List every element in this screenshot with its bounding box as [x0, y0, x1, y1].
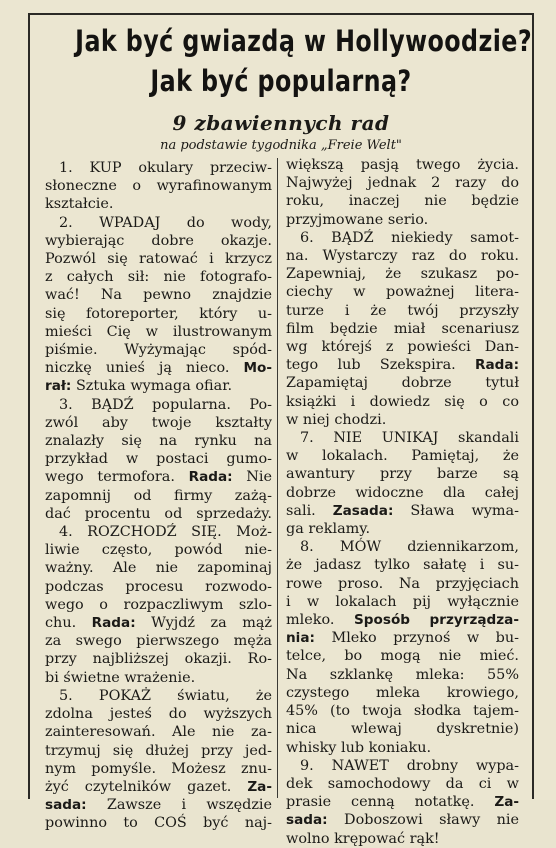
text-line: roku, inaczej nie będzie	[286, 193, 519, 210]
text-line: Najwyżej jednak 2 razy do	[286, 175, 519, 192]
headline-line-2: Jak być popularną?	[150, 64, 412, 98]
subheadline: 9 zbawiennych rad	[172, 111, 390, 135]
text-line: Zapamiętaj dobrze tytuł	[286, 375, 519, 392]
text-line: 1. KUP okulary przeciw-	[59, 160, 272, 176]
text-line: rowe proso. Na przyjęciach	[286, 575, 519, 592]
text-line: zwól aby twoje kształty	[45, 414, 272, 431]
text-line: powinno to COŚ być naj-	[45, 815, 272, 832]
text-line: whisky lub koniaku.	[286, 739, 432, 756]
text-line: na. Wystarczy raz do roku.	[286, 248, 519, 265]
text-line: ga reklamy.	[286, 521, 371, 538]
text-line: przykład w postaci gumo-	[45, 451, 272, 468]
text-line: awantury przy barze są	[286, 466, 519, 483]
text-line: zdolna jesteś do wyższych	[45, 706, 272, 723]
text-line: ważny. Ale nie zapominaj	[45, 560, 272, 577]
left-column	[45, 159, 272, 833]
text-line: 9. NAWET drobny wypa-	[300, 757, 519, 774]
text-line: dać procentu od sprzedaży.	[45, 505, 272, 522]
text-line: 3. BĄDŹ popularna. Po-	[59, 396, 272, 413]
text-line: 6. BĄDŹ niekiedy samot-	[300, 229, 519, 246]
text-line: prasie cenną notatkę. Za-	[286, 794, 520, 811]
text-line: z całych sił: nie fotografo-	[45, 269, 272, 286]
text-line: turze i że twój przyszły	[286, 302, 519, 319]
text-line: dek samochodowy da ci w	[286, 775, 519, 792]
text-line: 4. ROZCHODŹ SIĘ. Moż-	[59, 524, 272, 541]
text-line: mieści Cię w ilustrowanym	[45, 323, 272, 340]
text-line: Na szklankę mleka: 55%	[286, 666, 519, 683]
text-line: w niej chodzi.	[286, 411, 387, 428]
text-line: chu. Rada: Wyjdź za mąż	[45, 615, 273, 632]
text-line: wg którejś z powieści Dan-	[286, 339, 519, 356]
text-line: Zapewniaj, że szukasz po-	[286, 266, 519, 283]
text-line: bi świetne wrażenie.	[45, 669, 196, 686]
source-note: na podstawie tygodnika „Freie Welt"	[160, 138, 402, 153]
text-line: 45% (to twoja słodka tajem-	[286, 703, 519, 720]
text-line: przyjmowane serio.	[286, 211, 429, 228]
text-line: niczkę unieś ją nieco. Mo-	[45, 360, 273, 377]
text-line: nica wlewaj dyskretnie)	[286, 721, 519, 738]
text-line: wybierając dobre okazje.	[45, 232, 272, 249]
text-line: 7. NIE UNIKAJ skandali	[300, 430, 519, 447]
text-line: żyć czytelników gazet. Za-	[45, 778, 272, 795]
column-divider	[277, 158, 278, 798]
text-line: telce, bo mogą nie mieć.	[286, 648, 519, 665]
text-line: rał: Sztuka wymaga ofiar.	[45, 378, 233, 395]
text-line: piśmie. Wyżymając spód-	[45, 342, 272, 359]
text-line: w lokalach. Pamiętaj, że	[286, 448, 519, 465]
text-line: sada: Doboszowi sławy nie	[286, 812, 520, 829]
text-line: wego o rozpaczliwym szlo-	[45, 596, 272, 613]
text-line: sali. Zasada: Sława wyma-	[286, 502, 519, 519]
text-line: nia: Mleko przynoś w bu-	[286, 630, 519, 647]
text-line: liwie często, powód nie-	[45, 542, 272, 559]
text-line: sada: Zawsze i wszędzie	[45, 797, 273, 814]
text-line: dobrze widoczne dla całej	[286, 484, 519, 501]
text-line: podczas procesu rozwodo-	[45, 578, 272, 595]
text-line: wolno krępować rąk!	[286, 830, 440, 847]
text-line: słoneczne o wyrafinowanym	[45, 178, 272, 195]
right-column	[286, 156, 519, 848]
text-line: czystego mleka krowiego,	[286, 684, 519, 701]
text-line: większą pasją twego życia.	[286, 157, 519, 173]
text-line: tego lub Szekspira. Rada:	[286, 357, 520, 374]
text-line: zapomnij od firmy zażą-	[45, 487, 272, 504]
text-line: nym pomyśle. Możesz znu-	[45, 760, 272, 777]
text-line: 5. POKAŻ światu, że	[59, 687, 272, 704]
text-line: że jadasz tylko sałatę i su-	[286, 557, 519, 574]
headline-line-1: Jak być gwiazdą w Hollywoodzie?	[75, 24, 533, 58]
text-line: 8. MÓW dziennikarzom,	[300, 539, 519, 556]
text-line: 2. WPADAJ do wody,	[59, 214, 272, 231]
text-line: kształcie.	[45, 196, 114, 213]
text-line: trzymuj się dłużej przy jed-	[45, 742, 272, 759]
text-line: i w lokalach pij wyłącznie	[286, 593, 519, 610]
text-line: przy najbliższej okazji. Ro-	[45, 651, 272, 668]
text-line: za swego pierwszego męża	[45, 633, 272, 650]
text-line: ciechy w poważnej litera-	[286, 284, 519, 301]
text-line: książki i dowiedz się o co	[286, 393, 519, 410]
text-line: zainteresowań. Ale nie za-	[45, 724, 272, 741]
text-line: mleko. Sposób przyrządza-	[286, 612, 520, 629]
text-line: Pozwól się ratować i krzycz	[45, 251, 272, 268]
text-line: znalazły się na rynku na	[45, 433, 272, 450]
text-line: się fotoreporter, który u-	[45, 305, 272, 322]
text-line: wać! Na pewno znajdzie	[45, 287, 272, 304]
text-line: wego termofora. Rada: Nie	[45, 469, 272, 486]
text-line: film będzie miał scenariusz	[286, 320, 519, 337]
